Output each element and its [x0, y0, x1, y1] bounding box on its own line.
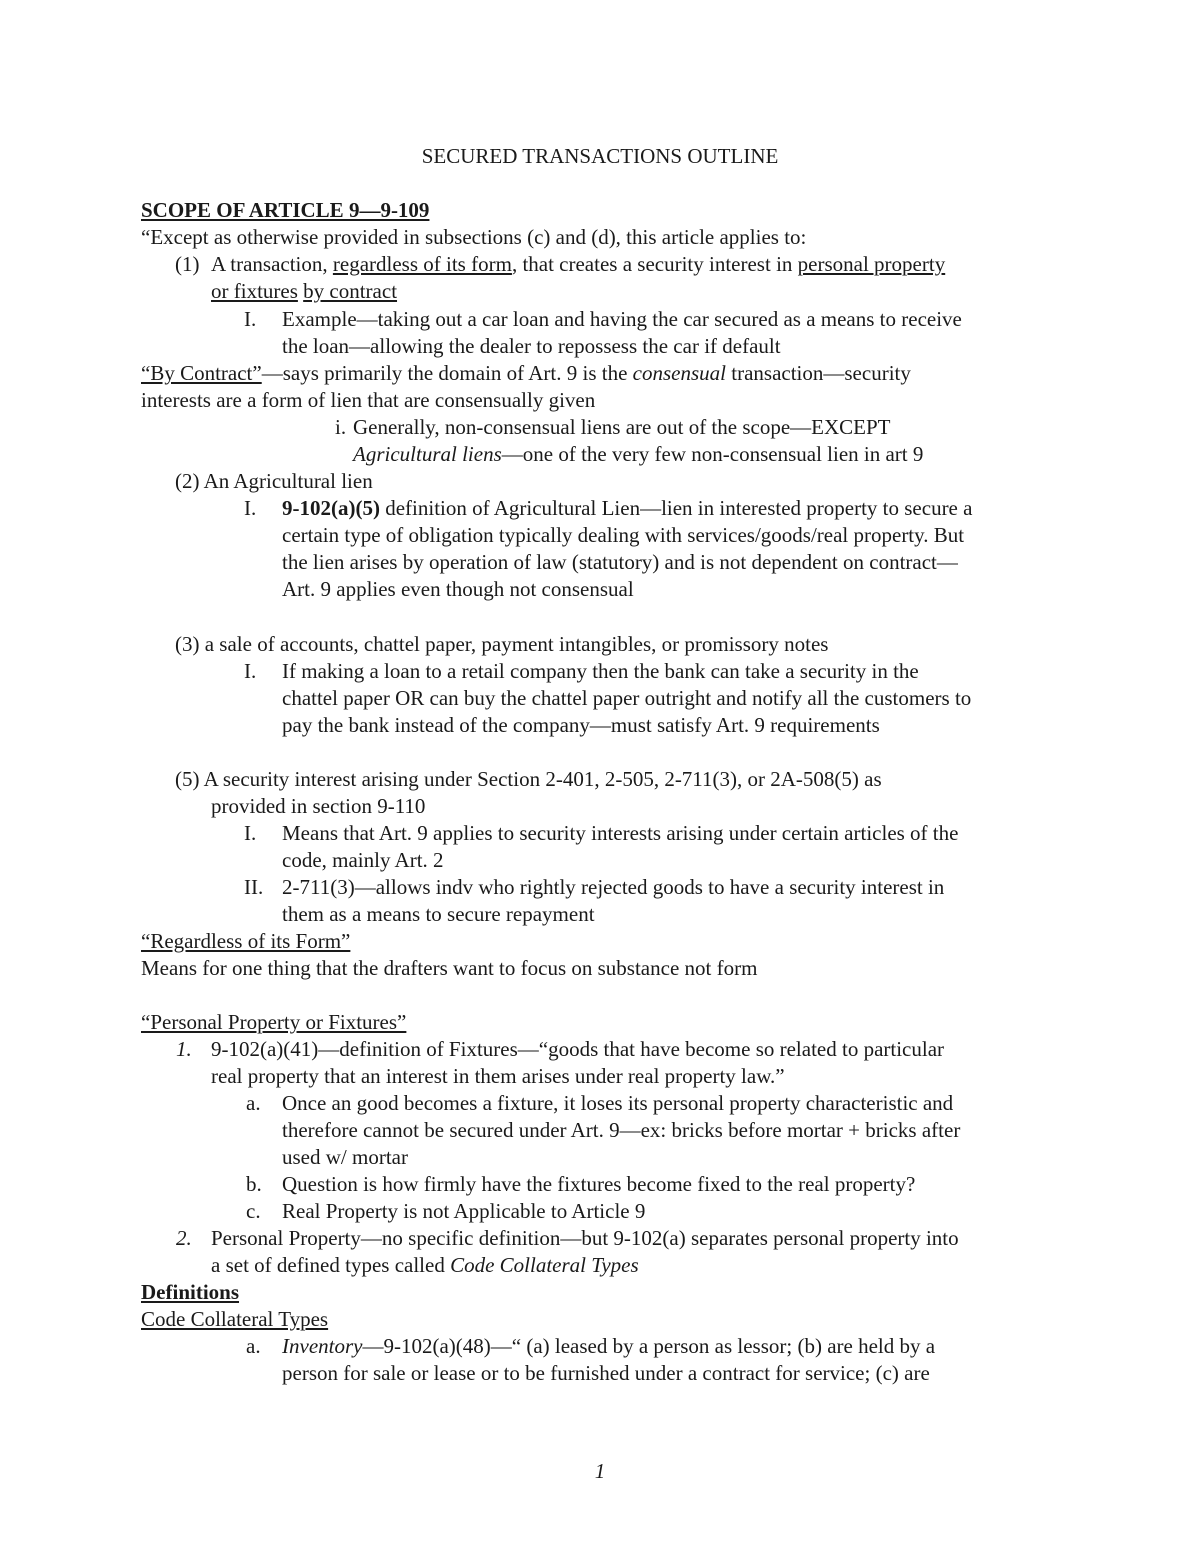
definitions-a-marker: a. — [246, 1334, 261, 1358]
pp-1-marker: 1. — [176, 1037, 192, 1061]
document-title: SECURED TRANSACTIONS OUTLINE — [421, 144, 779, 168]
pp-1-a-marker: a. — [246, 1091, 261, 1115]
pp-1-a-line-1: Once an good becomes a fixture, it loses its personal property characteristic and — [282, 1091, 954, 1115]
item-2-sub-marker: I. — [244, 496, 257, 520]
pp-1-b-line: Question is how firmly have the fixtures become fixed to the real property? — [282, 1172, 916, 1196]
by-contract-sub-marker: i. — [335, 415, 347, 439]
agricultural-liens-emphasis: Agricultural liens — [353, 442, 502, 466]
item-3-sub-line-1: If making a loan to a retail company then the bank can take a security in the — [282, 659, 919, 683]
by-contract-text-2: transaction—security — [726, 361, 911, 385]
item-1-line-2 — [211, 278, 397, 305]
item-1-line-1 — [211, 251, 945, 278]
item-3-sub-line-2: chattel paper OR can buy the chattel paper outright and notify all the customers to — [282, 686, 972, 710]
item-2-bold-citation: 9-102(a)(5) — [282, 496, 380, 520]
item-1-underline-fixtures: or fixtures — [211, 279, 298, 303]
item-5-line-2: provided in section 9-110 — [211, 794, 426, 818]
item-5-sub-2-line-1: 2-711(3)—allows indv who rightly rejected goods to have a security interest in — [282, 875, 945, 899]
item-5-sub-2-marker: II. — [244, 875, 264, 899]
item-1-underline-personal-property: personal property — [797, 252, 946, 276]
by-contract-label: “By Contract” — [141, 361, 262, 385]
definitions-heading: Definitions — [141, 1280, 240, 1304]
item-2-sub-line-1 — [282, 495, 972, 522]
by-contract-line-1 — [141, 360, 911, 387]
item-1-sub-marker: I. — [244, 307, 257, 331]
item-5-sub-1-line-2: code, mainly Art. 2 — [282, 848, 444, 872]
pp-1-line-2: real property that an interest in them arises under real property law.” — [211, 1064, 785, 1088]
item-2-sub-line-3: the lien arises by operation of law (statutory) and is not dependent on contract— — [282, 550, 958, 574]
item-1-text-1: A transaction, — [211, 252, 333, 276]
pp-2-marker: 2. — [176, 1226, 192, 1250]
pp-1-c-marker: c. — [246, 1199, 261, 1223]
pp-1-b-marker: b. — [246, 1172, 262, 1196]
pp-2-line-2-text: a set of defined types called — [211, 1253, 451, 1277]
inventory-emphasis: Inventory — [282, 1334, 363, 1358]
definitions-a-line-2: person for sale or lease or to be furnished under a contract for service; (c) are — [282, 1361, 930, 1385]
regardless-label: “Regardless of its Form” — [141, 929, 351, 953]
scope-heading: SCOPE OF ARTICLE 9—9-109 — [141, 198, 430, 222]
by-contract-text-1: —says primarily the domain of Art. 9 is the — [261, 361, 633, 385]
by-contract-emphasis: consensual — [632, 361, 726, 385]
pp-2-line-1: Personal Property—no specific definition—but 9-102(a) separates personal property into — [211, 1226, 959, 1250]
item-3-line: (3) a sale of accounts, chattel paper, payment intangibles, or promissory notes — [175, 632, 829, 656]
by-contract-sub-text: —one of the very few non-consensual lien in art 9 — [501, 442, 924, 466]
code-collateral-types-emphasis: Code Collateral Types — [450, 1253, 639, 1277]
definitions-a-line-1 — [282, 1333, 935, 1360]
by-contract-sub-line-2 — [353, 441, 923, 468]
by-contract-sub-line-1: Generally, non-consensual liens are out of the scope—EXCEPT — [353, 415, 891, 439]
item-3-sub-marker: I. — [244, 659, 257, 683]
item-1-underline-regardless: regardless of its form — [332, 252, 512, 276]
item-1-marker: (1) — [175, 252, 200, 276]
pp-2-line-2 — [211, 1252, 639, 1279]
regardless-text: Means for one thing that the drafters want to focus on substance not form — [141, 956, 758, 980]
pp-1-c-line: Real Property is not Applicable to Article 9 — [282, 1199, 646, 1223]
item-1-underline-by-contract: by contract — [303, 279, 398, 303]
item-1-sub-line-2: the loan—allowing the dealer to repossess the car if default — [282, 334, 781, 358]
item-2-sub-line-4: Art. 9 applies even though not consensual — [282, 577, 634, 601]
item-2-line: (2) An Agricultural lien — [175, 469, 373, 493]
item-1-text-2: , that creates a security interest in — [511, 252, 798, 276]
personal-property-label: “Personal Property or Fixtures” — [141, 1010, 407, 1034]
scope-intro: “Except as otherwise provided in subsections (c) and (d), this article applies to: — [141, 225, 807, 249]
page-number: 1 — [594, 1459, 606, 1483]
item-2-sub-text-1: definition of Agricultural Lien—lien in interested property to secure a — [379, 496, 973, 520]
item-5-line-1: (5) A security interest arising under Section 2-401, 2-505, 2-711(3), or 2A-508(5) as — [175, 767, 882, 791]
pp-1-a-line-2: therefore cannot be secured under Art. 9—ex: bricks before mortar + bricks after — [282, 1118, 961, 1142]
item-5-sub-1-marker: I. — [244, 821, 257, 845]
pp-1-line-1: 9-102(a)(41)—definition of Fixtures—“goods that have become so related to particular — [211, 1037, 945, 1061]
definitions-a-text: —9-102(a)(48)—“ (a) leased by a person as lessor; (b) are held by a — [362, 1334, 936, 1358]
code-collateral-types-heading: Code Collateral Types — [141, 1307, 329, 1331]
item-5-sub-1-line-1: Means that Art. 9 applies to security interests arising under certain articles of the — [282, 821, 959, 845]
pp-1-a-line-3: used w/ mortar — [282, 1145, 408, 1169]
item-5-sub-2-line-2: them as a means to secure repayment — [282, 902, 595, 926]
item-1-sub-line-1: Example—taking out a car loan and having the car secured as a means to receive — [282, 307, 962, 331]
by-contract-line-2: interests are a form of lien that are consensually given — [141, 388, 596, 412]
item-3-sub-line-3: pay the bank instead of the company—must satisfy Art. 9 requirements — [282, 713, 880, 737]
item-2-sub-line-2: certain type of obligation typically dealing with services/goods/real property. But — [282, 523, 965, 547]
